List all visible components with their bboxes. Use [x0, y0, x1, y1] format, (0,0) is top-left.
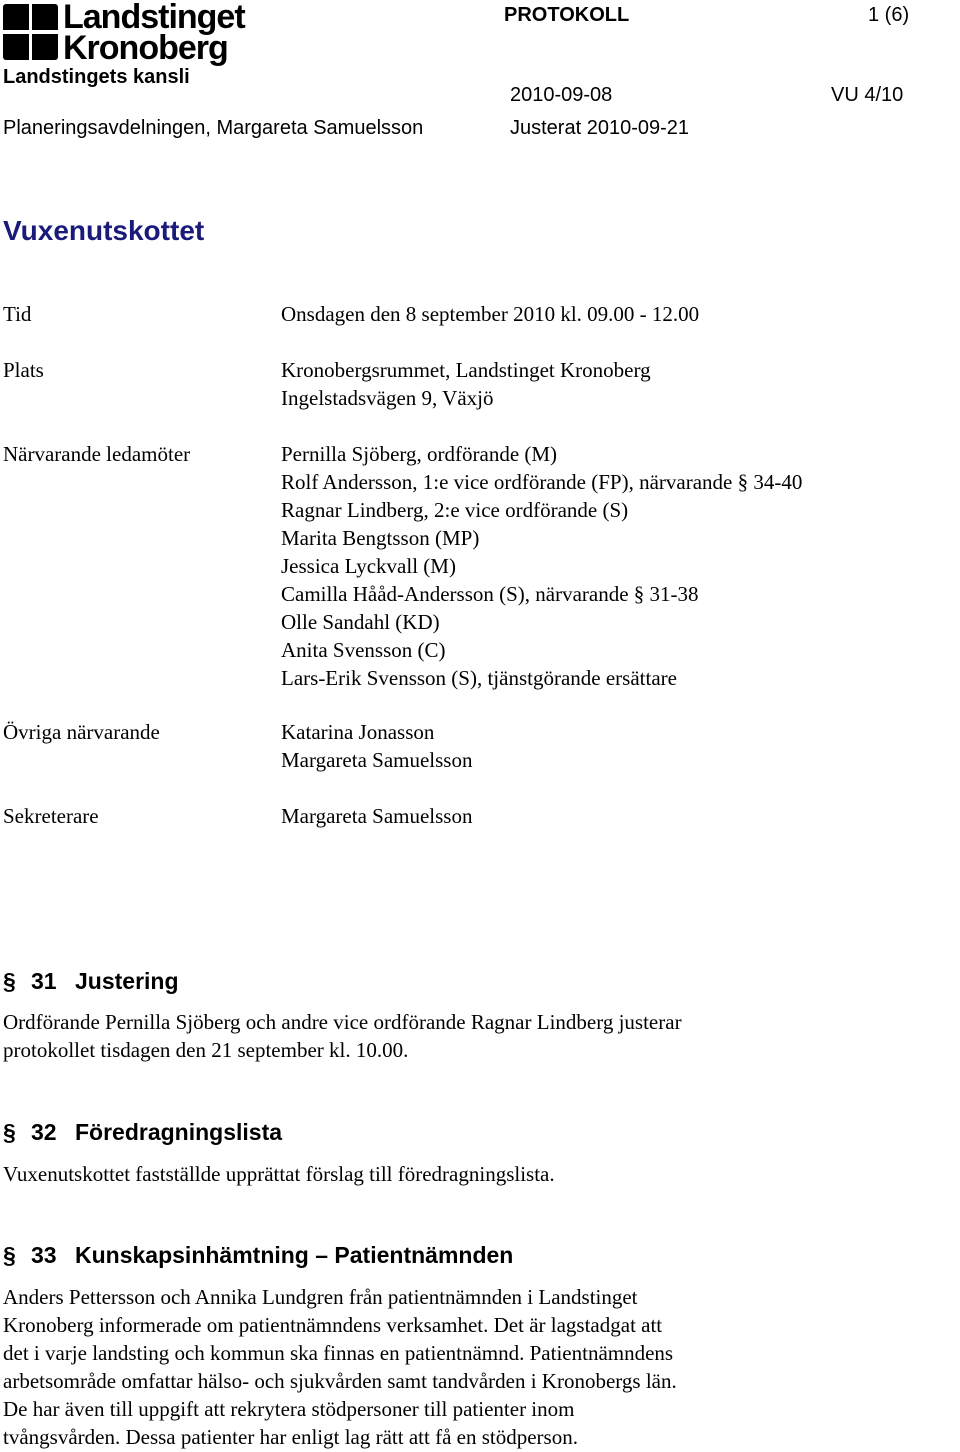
paragraph-line: tvångsvården. Dessa patienter har enligt lag rätt att få en stödperson. — [3, 1425, 578, 1449]
section-title: Kunskapsinhämtning – Patientnämnden — [75, 1242, 514, 1268]
document-reference: VU 4/10 — [831, 84, 904, 106]
section-heading-33 — [3, 1242, 513, 1269]
document-date: 2010-09-08 — [510, 84, 613, 106]
paragraph-line: Anders Pettersson och Annika Lundgren från patientnämnden i Landstinget — [3, 1285, 638, 1309]
section-body-32 — [3, 1160, 555, 1188]
section-body-31 — [3, 1008, 682, 1064]
section-title: Justering — [75, 968, 179, 994]
page-title: Vuxenutskottet — [3, 215, 205, 246]
other-attendee: Katarina Jonasson — [281, 720, 435, 744]
other-attendee: Margareta Samuelsson — [281, 748, 473, 772]
secretary-label: Sekreterare — [3, 804, 99, 828]
member-item: Pernilla Sjöberg, ordförande (M) — [281, 442, 558, 466]
paragraph-line: protokollet tisdagen den 21 september kl. 10.00. — [3, 1038, 409, 1062]
paragraph-line: Kronoberg informerade om patientnämndens verksamhet. Det är lagstadgat att — [3, 1313, 663, 1337]
section-number: 33 — [31, 1242, 57, 1268]
section-symbol: § — [3, 968, 16, 994]
document-type: PROTOKOLL — [504, 4, 630, 26]
paragraph-line: De har även till uppgift att rekrytera stödpersoner till patienter inom — [3, 1397, 575, 1421]
logo-mark-icon — [3, 2, 61, 64]
section-heading-32 — [3, 1119, 282, 1146]
paragraph-line: Ordförande Pernilla Sjöberg och andre vice ordförande Ragnar Lindberg justerar — [3, 1010, 682, 1034]
paragraph-line: det i varje landsting och kommun ska finnas en patientnämnd. Patientnämndens — [3, 1341, 674, 1365]
section-title: Föredragningslista — [75, 1119, 283, 1145]
place-label: Plats — [3, 358, 44, 382]
member-item: Jessica Lyckvall (M) — [281, 554, 456, 578]
member-item: Marita Bengtsson (MP) — [281, 526, 480, 550]
others-list — [281, 718, 472, 774]
member-item: Ragnar Lindberg, 2:e vice ordförande (S) — [281, 498, 629, 522]
section-body-33 — [3, 1283, 677, 1451]
logo-line-2: Kronoberg — [63, 29, 228, 67]
secretary-value: Margareta Samuelsson — [281, 804, 473, 828]
section-number: 31 — [31, 968, 57, 994]
members-list — [281, 440, 802, 692]
paragraph-line: arbetsområde omfattar hälso- och sjukvården samt tandvården i Kronobergs län. — [3, 1369, 677, 1393]
member-item: Camilla Hååd-Andersson (S), närvarande § 31-38 — [281, 582, 699, 606]
author-line: Planeringsavdelningen, Margareta Samuelsson — [3, 117, 424, 139]
adjusted-date: Justerat 2010-09-21 — [510, 117, 690, 139]
office-name: Landstingets kansli — [3, 66, 190, 88]
place-value — [281, 356, 651, 412]
others-label: Övriga närvarande — [3, 720, 160, 744]
section-symbol: § — [3, 1242, 16, 1268]
paragraph-line: Vuxenutskottet fastställde upprättat förslag till föredragningslista. — [3, 1162, 555, 1186]
logo-line-1: Landstinget — [63, 0, 245, 36]
landstinget-kronoberg-logo — [3, 2, 243, 66]
time-value: Onsdagen den 8 september 2010 kl. 09.00 - 12.00 — [281, 302, 700, 326]
time-label: Tid — [3, 302, 32, 326]
section-number: 32 — [31, 1119, 57, 1145]
section-symbol: § — [3, 1119, 16, 1145]
place-line: Ingelstadsvägen 9, Växjö — [281, 386, 494, 410]
section-heading-31 — [3, 968, 179, 995]
member-item: Lars-Erik Svensson (S), tjänstgörande ersättare — [281, 666, 677, 690]
members-label: Närvarande ledamöter — [3, 442, 191, 466]
page-number: 1 (6) — [868, 4, 910, 26]
member-item: Anita Svensson (C) — [281, 638, 446, 662]
place-line: Kronobergsrummet, Landstinget Kronoberg — [281, 358, 651, 382]
member-item: Rolf Andersson, 1:e vice ordförande (FP), närvarande § 34-40 — [281, 470, 803, 494]
member-item: Olle Sandahl (KD) — [281, 610, 440, 634]
